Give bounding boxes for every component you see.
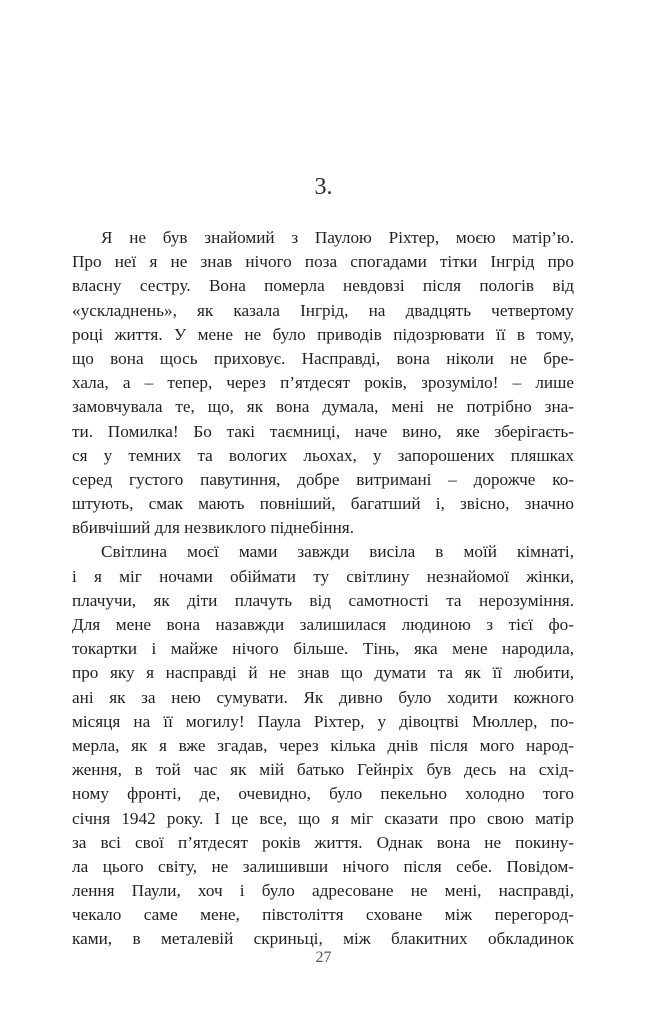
text-line: про яку я насправді й не знав що думати та як її любити, (72, 663, 574, 683)
text-line: плачучи, як діти плачуть від самотності та нерозуміння. (72, 590, 574, 610)
text-line: ти. Помилка! Бо такі таємниці, наче вино, яке зберігаєть- (72, 421, 574, 441)
text-line: ному фронті, де, очевидно, було пекельно холодно того (72, 784, 574, 804)
text-line: році життя. У мене не було приводів підозрювати її в тому, (72, 324, 574, 344)
text-line: Світлина моєї мами завжди висіла в моїй кімнаті, (101, 542, 574, 562)
text-line: Я не був знайомий з Паулою Ріхтер, моєю матір’ю. (101, 228, 574, 247)
chapter-heading: 3. (314, 174, 333, 200)
text-block (72, 226, 574, 952)
text-line: Для мене вона назавжди залишилася людиною з тієї фо- (72, 615, 574, 634)
text-line: чекало саме мене, півстоліття сховане між перегород- (72, 905, 574, 925)
text-line: ла цього світу, не залишивши нічого після себе. Повідом- (72, 856, 574, 876)
page-number: 27 (315, 949, 332, 966)
text-line: ані як за нею сумувати. Як дивно було ходити кожного (72, 687, 574, 707)
text-line: серед густого павутиння, добре витримані – дорожче ко- (72, 469, 574, 489)
text-line: за всі свої п’ятдесят років життя. Однак вона не покину- (72, 832, 574, 852)
text-line: замовчувала те, що, як вона думала, мені не потрібно зна- (72, 397, 574, 417)
text-line: вбивчіший для незвиклого піднебіння. (72, 518, 354, 538)
text-line: і я міг ночами обіймати ту світлину незнайомої жінки, (72, 566, 574, 586)
text-line: хала, а – тепер, через п’ятдесят років, зрозуміло! – лише (72, 373, 574, 393)
text-line: ками, в металевій скриньці, між блакитних обкладинок (72, 929, 574, 949)
text-line: Про неї я не знав нічого поза спогадами тітки Інгрід про (72, 252, 574, 272)
text-line: січня 1942 року. І це все, що я міг сказати про свою матір (72, 808, 574, 828)
text-line: власну сестру. Вона померла невдовзі після пологів від (72, 276, 574, 296)
text-line: штують, смак мають повніший, багатший і, звісно, значно (72, 494, 574, 514)
text-line: місяця на її могилу! Паула Ріхтер, у дівоцтві Мюллер, по- (72, 711, 574, 731)
text-line: ження, в той час як мій батько Гейнріх був десь на схід- (72, 760, 574, 780)
text-line: токартки і майже нічого більше. Тінь, яка мене народила, (72, 639, 574, 659)
text-line: що вона щось приховує. Насправді, вона ніколи не бре- (72, 348, 574, 368)
text-line: лення Паули, хоч і було адресоване не мені, насправді, (72, 881, 574, 901)
text-line: «ускладнень», як казала Інгрід, на двадцять четвертому (72, 300, 574, 320)
text-line: ся у темних та вологих льохах, у запорошених пляшках (72, 445, 574, 465)
text-line: мерла, як я вже згадав, через кілька днів після мого народ- (72, 735, 574, 755)
